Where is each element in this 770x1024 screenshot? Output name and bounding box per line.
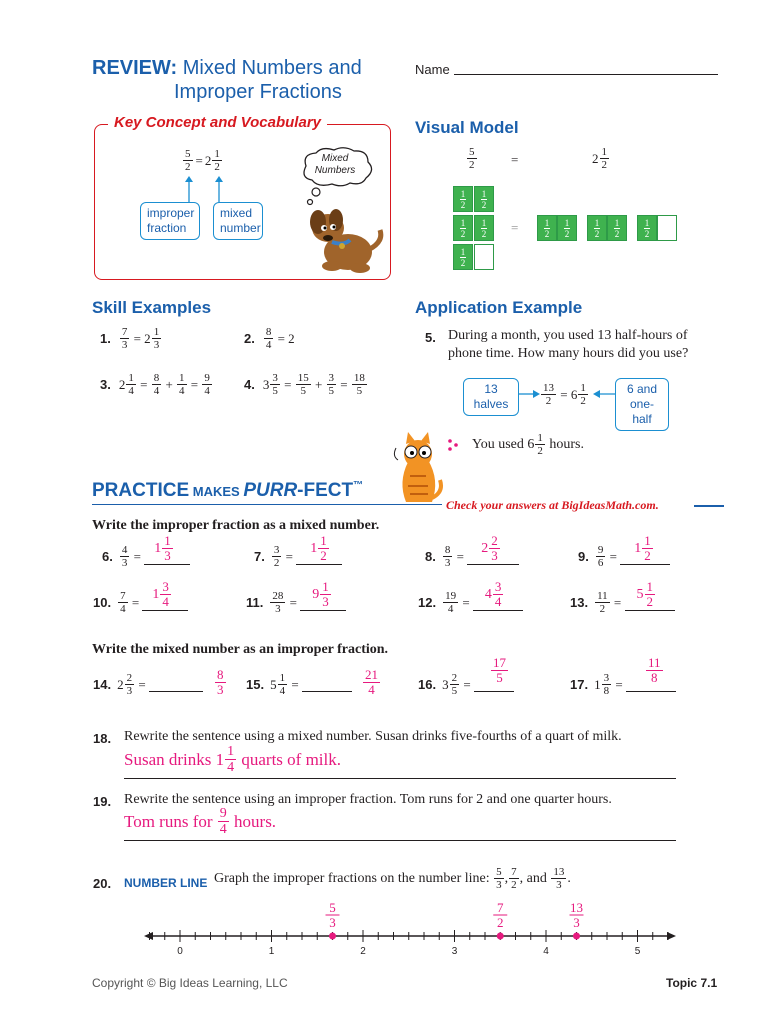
q18-number: 18. (93, 731, 112, 746)
skill-example-1: 1. $\frac{7}{3}$ = 2 1 3 (100, 326, 160, 351)
q19-number: 19. (93, 794, 112, 809)
practice-banner-rule (92, 504, 442, 505)
visual-top-mixed: 2 1 2 (592, 146, 607, 171)
problem-16: 16. 3 $\frac{2}{5}$ = (418, 672, 514, 697)
q19-prompt: Rewrite the sentence using an improper fraction. Tom runs for 2 and one quarter hours. (124, 792, 612, 807)
practice-banner-title: PRACTICE MAKES PURR-FECT™ (92, 480, 364, 501)
axis-arrow-left (144, 932, 153, 940)
model-cell: 1 2 (474, 186, 494, 212)
graphed-point (329, 933, 336, 940)
model-cell: 1 2 (587, 215, 607, 241)
model-cell-empty (474, 244, 494, 270)
point-label-numerator: 7 (497, 900, 504, 915)
section1-instruction: Write the improper fraction as a mixed number. (92, 518, 380, 533)
copyright: Copyright © Big Ideas Learning, LLC (92, 976, 288, 990)
handwritten-answer: 5 1 2 (636, 579, 654, 610)
handwritten-answer: 2 2 3 (481, 533, 498, 564)
halves-arrow (519, 388, 541, 400)
problem-6: 6. $\frac{4}{3}$ = 1 1 3 (102, 544, 190, 569)
problem-15: 15. 5 $\frac{1}{4}$ = (246, 672, 352, 697)
model-cell-empty (657, 215, 677, 241)
application-question-line1: During a month, you used 13 half-hours of (448, 328, 688, 343)
dog-mascot-icon (298, 200, 388, 276)
model-cell: 1 2 (453, 215, 473, 241)
improper-fraction-callout: improper fraction (140, 202, 200, 240)
mixed-number-callout: mixed number (213, 202, 263, 240)
skill-examples-heading: Skill Examples (92, 298, 212, 317)
tick-label: 0 (177, 946, 183, 957)
review-title (92, 56, 362, 80)
visual-top-equals: = (511, 152, 519, 167)
q20-prompt: Graph the improper fractions on the number line: 5 3 , 7 2 , and 13 3 . (214, 866, 571, 891)
q20-label: NUMBER LINE (124, 876, 208, 890)
sixhalf-callout: 6 and one-half (615, 378, 669, 431)
model-cell: 1 2 (637, 215, 657, 241)
check-answers-rule (694, 505, 724, 507)
key-concept-equation: $\frac{5}{2}$ = 2 1 2 (185, 148, 220, 173)
answer-marker-icon (447, 438, 461, 452)
title-line1: Mixed Numbers and (182, 57, 362, 79)
handwritten-answer: 9 1 3 (312, 579, 329, 610)
problem-11: 11. $\frac{28}{3}$ = 9 1 3 (246, 590, 346, 615)
visual-top-left-fraction: $\frac{5}{2}$ (469, 146, 475, 171)
tick-label: 2 (360, 946, 366, 957)
tick-label: 3 (451, 946, 458, 957)
model-cell: 1 2 (557, 215, 577, 241)
problem-9: 9. $\frac{9}{6}$ = 1 1 2 (578, 544, 670, 569)
review-label: REVIEW: (92, 57, 178, 79)
q20-number: 20. (93, 876, 112, 891)
tick-label: 1 (268, 946, 275, 957)
point-label-numerator: 13 (569, 900, 583, 915)
tick-label: 5 (634, 946, 641, 957)
skill-example-3: 3. 2 $\frac{1}{4}$ = $\frac{8}{4}$ + $\frac{1}{4}$ = $\frac{9}{4}$ (100, 372, 210, 397)
handwritten-answer: 1 1 2 (634, 533, 651, 564)
visual-model-heading: Visual Model (415, 118, 519, 137)
key-concept-heading: Key Concept and Vocabulary (108, 114, 327, 131)
number-line[interactable] (140, 896, 680, 966)
concept-arrows (180, 176, 230, 204)
application-heading: Application Example (415, 298, 583, 317)
point-label-denominator: 2 (497, 915, 504, 930)
bubble-text: Mixed Numbers (314, 153, 356, 176)
title-line2: Improper Fractions (174, 81, 342, 103)
handwritten-answer-16: 17 5 (493, 655, 506, 685)
q18-answer: Susan drinks 1 1 4 quarts of milk. (124, 744, 342, 775)
sixhalf-arrow (592, 388, 616, 400)
handwritten-answer: 1 1 2 (310, 533, 327, 564)
point-label-denominator: 3 (573, 915, 580, 930)
check-answers-link[interactable]: Check your answers at BigIdeasMath.com. (446, 498, 659, 512)
tick-label: 4 (543, 946, 549, 957)
skill-example-4: 4. 3 $\frac{3}{5}$ = $\frac{15}{5}$ + $\frac{3}{5}$ = $\frac{18}{5}$ (244, 372, 365, 397)
problem-13: 13. $\frac{11}{2}$ = 5 1 2 (570, 590, 675, 615)
halves-callout: 13 halves (463, 378, 519, 416)
handwritten-answer-17: 11 8 (648, 655, 661, 685)
q18-answer-line[interactable] (124, 778, 676, 779)
model-cell: 1 2 (607, 215, 627, 241)
problem-8: 8. $\frac{8}{3}$ = 2 2 3 (425, 544, 519, 569)
graphed-point (573, 933, 580, 940)
graphed-point (497, 933, 504, 940)
application-answer: You used 6 1 2 hours. (472, 432, 584, 457)
problem-10: 10. $\frac{7}{4}$ = 1 3 4 (93, 590, 188, 615)
model-cell: 1 2 (537, 215, 557, 241)
cat-mascot-icon (388, 432, 446, 506)
answer-blank[interactable] (302, 678, 352, 692)
name-line[interactable] (454, 74, 718, 75)
problem-17: 17. 1 $\frac{3}{8}$ = (570, 672, 676, 697)
application-equation: $\frac{13}{2}$ = 6 1 2 (543, 382, 586, 407)
topic-label: Topic 7.1 (666, 976, 718, 990)
application-number: 5. (425, 330, 436, 345)
model-cell: 1 2 (453, 244, 473, 270)
q18-prompt: Rewrite the sentence using a mixed number. Susan drinks five-fourths of a quart of milk. (124, 729, 622, 744)
problem-7: 7. $\frac{3}{2}$ = 1 1 2 (254, 544, 342, 569)
name-label: Name (415, 62, 450, 77)
section2-instruction: Write the mixed number as an improper fraction. (92, 642, 389, 657)
handwritten-answer: 4 3 4 (484, 579, 502, 610)
problem-12: 12. $\frac{19}{4}$ = 4 3 4 (418, 590, 523, 615)
handwritten-answer-15: 21 4 (365, 667, 378, 697)
point-label-numerator: 5 (329, 900, 336, 915)
q19-answer: Tom runs for 9 4 hours. (124, 806, 277, 837)
model-cell: 1 2 (453, 186, 473, 212)
handwritten-answer: 1 1 3 (154, 533, 171, 564)
q19-answer-line[interactable] (124, 840, 676, 841)
handwritten-answer: 1 3 4 (152, 579, 169, 610)
model-cell: 1 2 (474, 215, 494, 241)
visual-mid-equals: = (511, 220, 519, 235)
application-question-line2: phone time. How many hours did you use? (448, 346, 689, 361)
answer-blank[interactable] (149, 678, 203, 692)
problem-14: 14. 2 $\frac{2}{3}$ = (93, 672, 203, 697)
handwritten-answer-14: 8 3 (217, 667, 224, 697)
point-label-denominator: 3 (329, 915, 336, 930)
skill-example-2: 2. $\frac{8}{4}$ = 2 (244, 326, 295, 351)
